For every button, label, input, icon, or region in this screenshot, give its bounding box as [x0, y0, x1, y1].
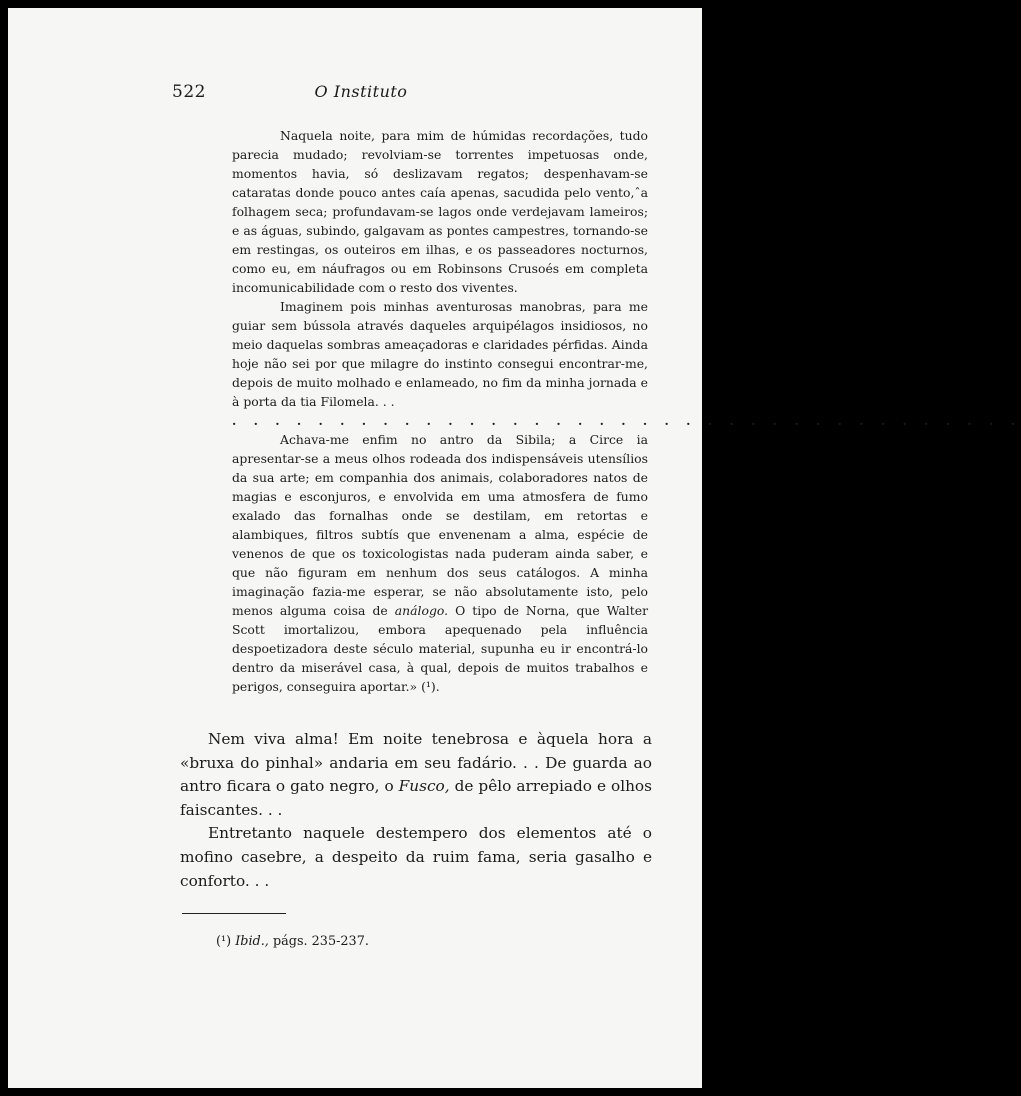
quote-paragraph-3-text-b: O tipo de Norna, que Walter Scott imortalizou, embora apequenado pela influência despoetizadora deste século material, supunha eu ir encontrá-lo dentro da miserável casa, à qual, depois de muitos trabalhos e perigos, conseguira aportar.»	[232, 603, 649, 694]
body-text	[180, 728, 652, 893]
page	[8, 8, 1021, 1088]
footnote-marker: (¹)	[216, 934, 232, 949]
journal-title: O Instituto	[314, 82, 408, 101]
footnote-source: Ibid.,	[235, 934, 269, 949]
quote-paragraph-3-text-a: Achava-me enfim no antro da Sibila; a Circe ia apresentar-se a meus olhos rodeada dos indispensáveis utensílios da sua arte; em companhia dos animais, colaboradores natos de magias e esconjuros, e envolvida em uma atmosfera de fumo exalado das fornalhas onde se destilam, em retortas e alambiques, filtros subtís que envenenam a alma, espécie de venenos de que os toxicologistas nada puderam ainda saber, e que não figuram em nenhum dos seus catálogos. A minha imaginação fazia-me esperar, se não absolutamente isto, pelo menos alguma coisa de	[232, 432, 648, 618]
running-head	[172, 82, 550, 106]
dot-leader: . . . . . . . . . . . . . . . . . . . . . . . . . . . . . . . . . . . . .	[232, 413, 1021, 428]
body-paragraph-1	[180, 728, 652, 822]
body-paragraph-1-italic: Fusco,	[398, 777, 450, 796]
quoted-passage	[232, 126, 1021, 696]
body-paragraph-1-text-a: Nem viva alma! Em noite tenebrosa e àquela hora a «bruxa do pinhal» andaria em seu fadário. . . De guarda ao antro ficara o gato negro, o	[180, 730, 652, 796]
footnote-reference: (¹).	[421, 679, 440, 694]
footnote-rule	[182, 913, 286, 914]
body-paragraph-1-text-b: de pêlo arrepiado e olhos faiscantes. . .	[180, 777, 652, 819]
page-number: 522	[172, 82, 206, 102]
quote-paragraph-3-italic: análogo.	[394, 603, 449, 618]
footnote	[216, 933, 616, 951]
quote-paragraph-3	[232, 430, 648, 696]
quote-paragraph-1: Naquela noite, para mim de húmidas recordações, tudo parecia mudado; revolviam-se torrentes impetuosas onde, momentos havia, só deslizavam regatos; despenhavam-se cataratas donde pouco antes caía apenas, sacudida pelo vento,ˆa folhagem seca; profundavam-se lagos onde verdejavam lameiros; e as águas, subindo, galgavam as pontes campestres, tornando-se em restingas, os outeiros em ilhas, e os passeadores nocturnos, como eu, em náufragos ou em Robinsons Crusoés em completa incomunicabilidade com o resto dos viventes.	[232, 128, 648, 295]
footnote-pages: págs. 235-237.	[268, 934, 369, 949]
body-paragraph-2: Entretanto naquele destempero dos elementos até o mofino casebre, a despeito da ruim fama, seria gasalho e conforto. . .	[180, 824, 652, 890]
quote-paragraph-2: Imaginem pois minhas aventurosas manobras, para me guiar sem bússola através daqueles arquipélagos insidiosos, no meio daquelas sombras ameaçadoras e claridades pérfidas. Ainda hoje não sei por que milagre do instinto consegui encontrar-me, depois de muito molhado e enlameado, no fim da minha jornada e à porta da tia Filomela. . .	[232, 299, 648, 409]
